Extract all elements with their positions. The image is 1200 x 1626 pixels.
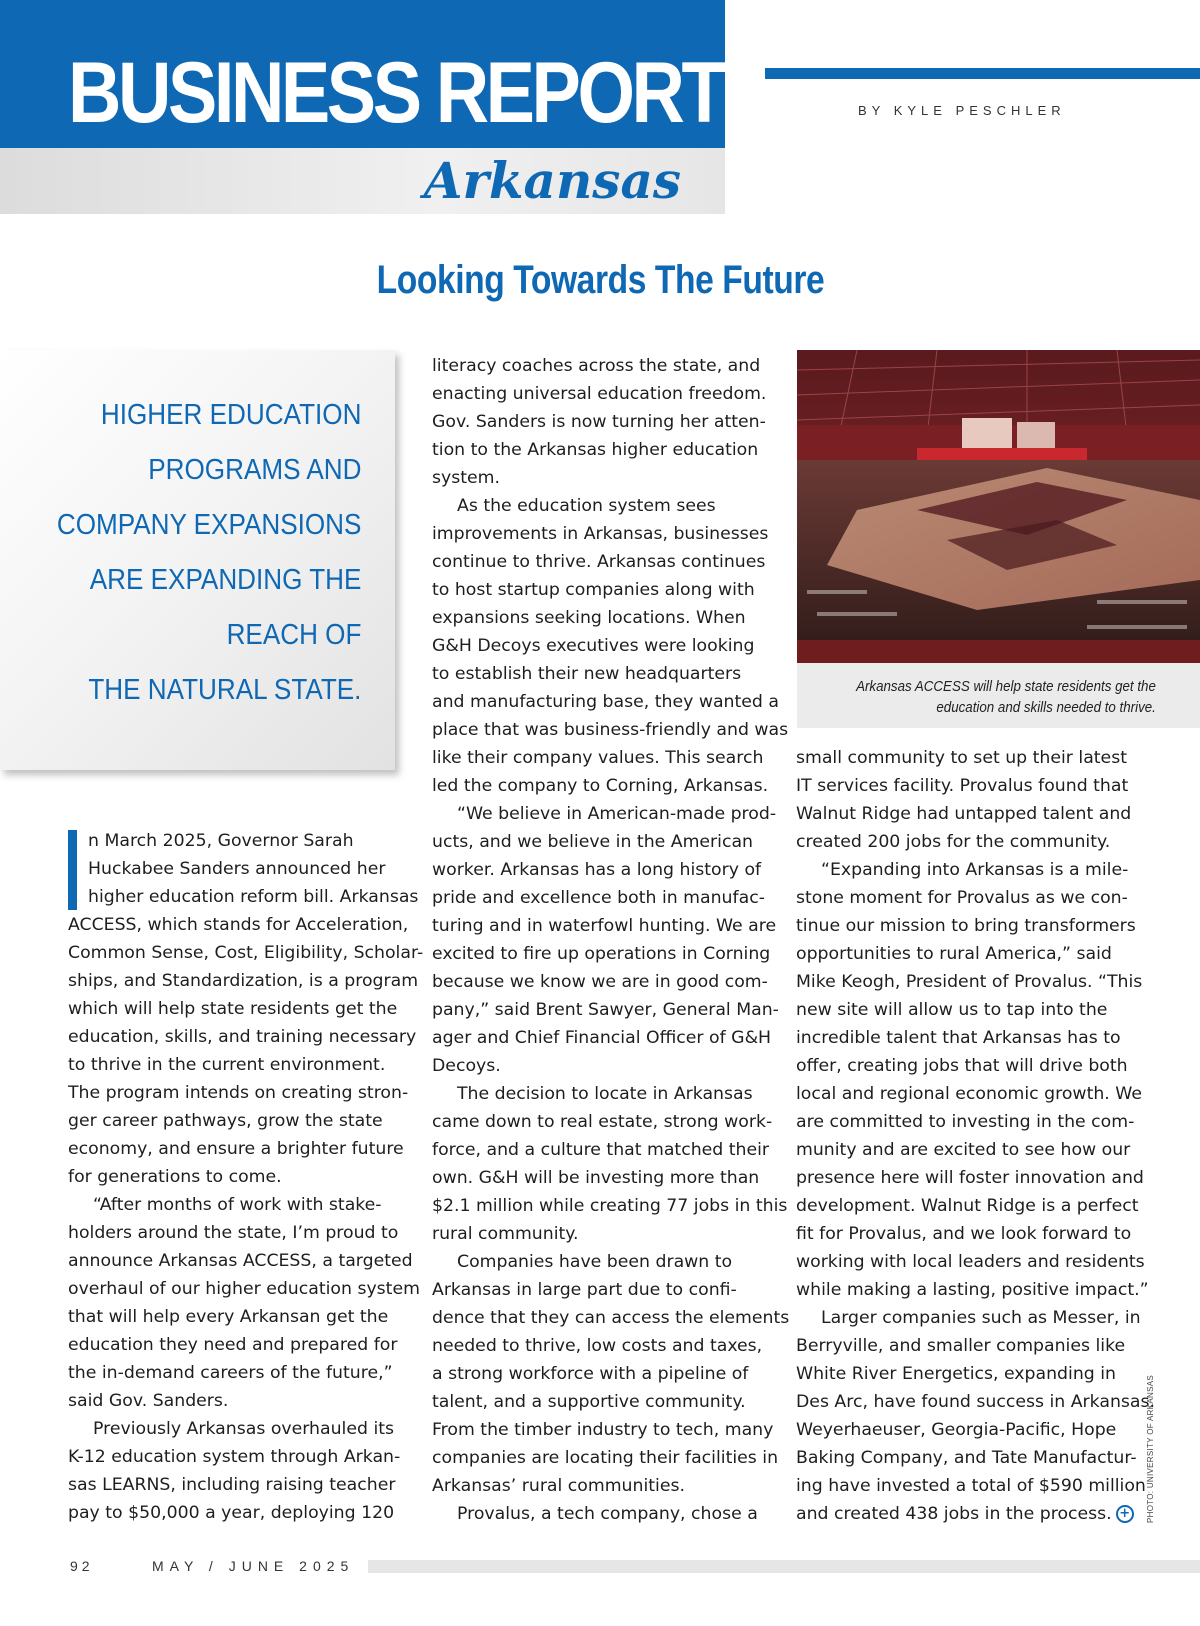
footer-rule [368,1560,1200,1573]
body-line: ships, and Standardization, is a program [68,971,419,991]
pull-quote-line: COMPANY EXPANSIONS [56,509,361,541]
body-line: created 200 jobs for the community. [796,832,1111,852]
body-line: new site will allow us to tap into the [796,1000,1108,1020]
body-line: Larger companies such as Messer, in [821,1308,1141,1328]
pull-quote-box [0,350,395,770]
body-line: As the education system sees [457,496,716,516]
body-line: to establish their new headquarters [432,664,742,684]
body-line: pany,” said Brent Sawyer, General Man- [432,1000,779,1020]
drop-cap-i [68,830,77,910]
body-line: ing have invested a total of $590 million [796,1476,1146,1496]
body-line: “After months of work with stake- [93,1195,382,1215]
body-line: overhaul of our higher education system [68,1279,420,1299]
body-line: IT services facility. Provalus found that [796,776,1129,796]
body-line: $2.1 million while creating 77 jobs in this [432,1196,788,1216]
body-line: a strong workforce with a pipeline of [432,1364,749,1384]
photo-caption-box [797,663,1200,728]
body-line: place that was business-friendly and was [432,720,789,740]
body-line: G&H Decoys executives were looking [432,636,755,656]
body-line: Gov. Sanders is now turning her atten- [432,412,766,432]
body-line: tinue our mission to bring transformers [796,916,1136,936]
body-line: The program intends on creating stron- [68,1083,409,1103]
body-line: “Expanding into Arkansas is a mile- [821,860,1129,880]
drop-cap-paragraph [68,827,419,911]
body-line: working with local leaders and residents [796,1252,1145,1272]
body-line: local and regional economic growth. We [796,1084,1142,1104]
body-line: own. G&H will be investing more than [432,1168,760,1188]
body-line: presence here will foster innovation and [796,1168,1144,1188]
body-lines [432,352,790,1528]
body-line: small community to set up their latest [796,748,1127,768]
body-line: are committed to investing in the com- [796,1112,1135,1132]
body-line: Huckabee Sanders announced her [88,859,386,879]
body-line: Weyerhaeuser, Georgia-Pacific, Hope [796,1420,1117,1440]
caption-line: Arkansas ACCESS will help state residents get the [856,679,1156,695]
body-line: ager and Chief Financial Officer of G&H [432,1028,772,1048]
body-line: for generations to come. [68,1167,282,1187]
body-line: that will help every Arkansan get the [68,1307,389,1327]
photo-caption [856,677,1156,719]
body-line: Arkansas in large part due to confi- [432,1280,737,1300]
body-line: to thrive in the current environment. [68,1055,386,1075]
pull-quote [23,388,361,718]
body-line: ucts, and we believe in the American [432,832,754,852]
end-of-article-icon: + [1116,1505,1134,1523]
page-number: 92 [70,1558,94,1574]
body-line: to host startup companies along with [432,580,755,600]
masthead-title: BUSINESS REPORT [68,45,724,141]
body-line: From the timber industry to tech, many [432,1420,774,1440]
body-line: Berryville, and smaller companies like [796,1336,1126,1356]
body-line: ACCESS, which stands for Acceleration, [68,915,409,935]
headline-wrap [0,258,1200,303]
body-line: while making a lasting, positive impact.” [796,1280,1149,1300]
photo-credit: PHOTO: UNIVERSITY OF ARKANSAS [1146,1375,1155,1523]
body-line: because we know we are in good com- [432,972,768,992]
body-line: led the company to Corning, Arkansas. [432,776,769,796]
body-line: “We believe in American-made prod- [457,804,777,824]
body-line: development. Walnut Ridge is a perfect [796,1196,1139,1216]
body-line: stone moment for Provalus as we con- [796,888,1128,908]
body-line-text: and created 438 jobs in the process. [796,1504,1112,1524]
body-line: Des Arc, have found success in Arkansas. [796,1392,1155,1412]
body-line: came down to real estate, strong work- [432,1112,773,1132]
body-line: force, and a culture that matched their [432,1140,770,1160]
pull-quote-line: PROGRAMS AND [147,454,361,486]
body-line-last [796,1500,1141,1528]
body-line: sas LEARNS, including raising teacher [68,1475,396,1495]
body-line: companies are locating their facilities in [432,1448,779,1468]
body-line: continue to thrive. Arkansas continues [432,552,766,572]
body-line: opportunities to rural America,” said [796,944,1112,964]
body-line: turing and in waterfowl hunting. We are [432,916,777,936]
body-line: education, skills, and training necessary [68,1027,417,1047]
body-line: Decoys. [432,1056,501,1076]
body-line: holders around the state, I’m proud to [68,1223,399,1243]
body-column-2 [432,352,790,1528]
body-line: dence that they can access the elements [432,1308,790,1328]
body-line: the in-demand careers of the future,” [68,1363,393,1383]
body-line: said Gov. Sanders. [68,1391,229,1411]
body-line: rural community. [432,1224,579,1244]
body-line: system. [432,468,500,488]
body-line: Companies have been drawn to [457,1252,733,1272]
body-line: Walnut Ridge had untapped talent and [796,804,1132,824]
body-line: economy, and ensure a brighter future [68,1139,404,1159]
body-line: Provalus, a tech company, chose a [457,1504,758,1524]
body-column-1 [68,827,424,1527]
body-line: offer, creating jobs that will drive both [796,1056,1128,1076]
body-line: like their company values. This search [432,748,764,768]
body-line: n March 2025, Governor Sarah [88,831,354,851]
body-line: fit for Provalus, and we look forward to [796,1224,1132,1244]
article-headline: Looking Towards The Future [376,258,824,302]
body-line: talent, and a supportive community. [432,1392,746,1412]
pull-quote-line: ARE EXPANDING THE [89,564,361,596]
body-line: which will help state residents get the [68,999,398,1019]
body-line: improvements in Arkansas, businesses [432,524,769,544]
byline: BY KYLE PESCHLER [858,103,1066,118]
body-line: pay to $50,000 a year, deploying 120 [68,1503,395,1523]
body-line: enacting universal education freedom. [432,384,767,404]
arena-graduation-photo [797,350,1200,663]
body-line: announce Arkansas ACCESS, a targeted [68,1251,413,1271]
body-line: The decision to locate in Arkansas [457,1084,753,1104]
body-line: education they need and prepared for [68,1335,398,1355]
body-line: K-12 education system through Arkan- [68,1447,401,1467]
masthead-state-band [0,148,725,214]
body-line: higher education reform bill. Arkansas [88,887,419,907]
body-line: tion to the Arkansas higher education [432,440,759,460]
body-line: Baking Company, and Tate Manufactur- [796,1448,1137,1468]
top-rule [765,68,1200,79]
body-line: pride and excellence both in manufac- [432,888,765,908]
pull-quote-line: THE NATURAL STATE. [87,674,361,706]
body-line: Common Sense, Cost, Eligibility, Scholar- [68,943,424,963]
body-line: worker. Arkansas has a long history of [432,860,762,880]
body-line: expansions seeking locations. When [432,608,746,628]
arena-photo-illustration [797,350,1200,663]
body-line: literacy coaches across the state, and [432,356,761,376]
body-line: excited to fire up operations in Corning [432,944,771,964]
body-line: incredible talent that Arkansas has to [796,1028,1121,1048]
pull-quote-line: HIGHER EDUCATION [100,399,362,431]
body-line: and manufacturing base, they wanted a [432,692,779,712]
body-line: ger career pathways, grow the state [68,1111,383,1131]
issue-date: MAY / JUNE 2025 [152,1558,355,1574]
masthead-banner [0,0,725,148]
masthead-state: Arkansas [423,151,681,210]
body-lines [68,911,424,1527]
body-line: munity and are excited to see how our [796,1140,1131,1160]
pull-quote-line: REACH OF [226,619,361,651]
body-line: needed to thrive, low costs and taxes, [432,1336,763,1356]
body-line: Mike Keogh, President of Provalus. “This [796,972,1143,992]
body-line: Previously Arkansas overhauled its [93,1419,395,1439]
caption-line: education and skills needed to thrive. [936,700,1156,716]
body-line: White River Energetics, expanding in [796,1364,1116,1384]
body-line: Arkansas’ rural communities. [432,1476,685,1496]
